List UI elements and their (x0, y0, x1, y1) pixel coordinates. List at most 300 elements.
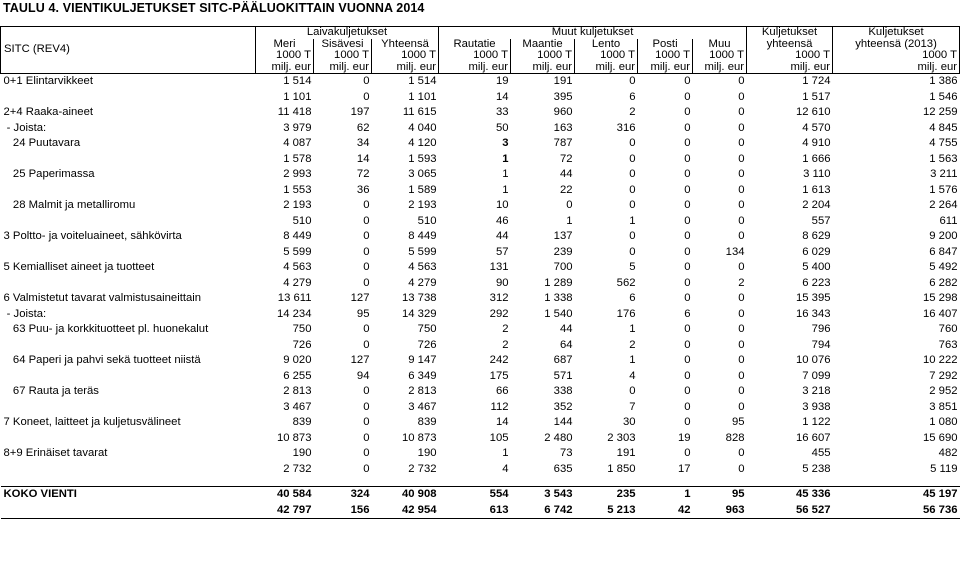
unit-eur: milj. eur (747, 62, 833, 74)
table-cell: 0 (684, 137, 691, 149)
table-cell: 0 (684, 152, 691, 165)
table-cell: 0 (684, 214, 691, 227)
row-label (1, 338, 256, 354)
table-cell: 5 599 (283, 245, 312, 258)
table-cell: 0 (738, 214, 745, 227)
table-cell: 6 (684, 307, 691, 320)
spacer-cell (693, 477, 747, 487)
table-cell: 700 (553, 261, 573, 273)
table-cell: 137 (553, 230, 573, 242)
total-cell: 42 (638, 503, 693, 519)
total-cell: 95 (731, 488, 745, 500)
table-cell: 7 (629, 400, 636, 413)
table-cell: 13 738 (401, 292, 437, 304)
table-cell: 144 (553, 416, 573, 428)
table-cell: 2 993 (283, 168, 312, 180)
table-cell: 1 576 (929, 183, 958, 196)
table-cell: 0 (629, 230, 636, 242)
table-cell: 2 (629, 338, 636, 351)
table-row (1, 245, 960, 261)
table-cell: 1 613 (802, 183, 831, 196)
table-cell: 239 (553, 245, 573, 258)
table-cell: 12 610 (795, 106, 831, 118)
table-cell: 0 (684, 106, 691, 118)
column-header: yhteensä (2013) (833, 39, 960, 51)
table-cell: 0 (684, 199, 691, 211)
table-cell: 190 (292, 447, 312, 459)
table-cell: 94 (356, 369, 370, 382)
table-cell: 562 (616, 276, 636, 289)
total-cell: 56 527 (747, 503, 833, 519)
total-cell: 3 543 (544, 488, 573, 500)
group-laiva: Laivakuljetukset (256, 27, 439, 39)
table-cell: 64 (559, 338, 573, 351)
table-row (1, 431, 960, 447)
total-cell: 235 (616, 488, 636, 500)
group-muut: Muut kuljetukset (439, 27, 747, 39)
table-cell: 6 847 (929, 245, 958, 258)
table-cell: 0 (684, 261, 691, 273)
table-cell: 1 101 (408, 90, 437, 103)
table-cell: 242 (489, 354, 509, 366)
table-row (1, 462, 960, 478)
table-cell: 2 732 (408, 462, 437, 475)
row-label (1, 400, 256, 416)
table-cell: 34 (356, 137, 370, 149)
table-cell: 191 (616, 447, 636, 459)
total-cell: 156 (314, 503, 372, 519)
row-label: 6 Valmistetut tavarat valmistusaineittain (3, 292, 202, 304)
table-row (1, 353, 960, 369)
table-cell: 175 (489, 369, 509, 382)
table-cell: 131 (489, 261, 509, 273)
row-label: 25 Paperimassa (3, 168, 95, 180)
column-header: Posti (638, 39, 693, 51)
spacer-cell (439, 477, 511, 487)
table-cell: 726 (292, 338, 312, 351)
table-cell: 16 607 (795, 431, 831, 444)
total-label: KOKO VIENTI (3, 488, 77, 500)
table-cell: 0 (363, 214, 370, 227)
table-cell: 0 (363, 323, 370, 335)
table-cell: 3 851 (929, 400, 958, 413)
unit-eur: milj. eur (575, 62, 638, 74)
table-row (1, 307, 960, 323)
unit-eur: milj. eur (372, 62, 439, 74)
spacer-cell (511, 477, 575, 487)
row-label: 0+1 Elintarvikkeet (3, 75, 93, 87)
table-row (1, 400, 960, 416)
unit-tonnes: 1000 T (511, 50, 575, 62)
row-label: 67 Rauta ja teräs (3, 385, 99, 397)
table-cell: 95 (356, 307, 370, 320)
table-cell: 763 (938, 338, 958, 351)
unit-tonnes: 1000 T (575, 50, 638, 62)
table-cell: 726 (417, 338, 437, 351)
table-cell: 90 (495, 276, 509, 289)
row-label: 7 Koneet, laitteet ja kuljetusvälineet (3, 416, 181, 428)
table-cell: 14 234 (276, 307, 312, 320)
unit-eur: milj. eur (511, 62, 575, 74)
row-label: - Joista: (3, 307, 47, 320)
table-row (1, 105, 960, 121)
table-cell: 2 (738, 276, 745, 289)
row-label: 28 Malmit ja metalliromu (3, 199, 136, 211)
table-row (1, 198, 960, 214)
table-cell: 510 (292, 214, 312, 227)
table-cell: 15 690 (922, 431, 958, 444)
spacer-cell (372, 477, 439, 487)
table-row (1, 384, 960, 400)
table-cell: 17 (677, 462, 691, 475)
table-cell: 1 514 (283, 75, 312, 87)
total-cell: 40 908 (401, 488, 437, 500)
table-title: TAULU 4. VIENTIKULJETUKSET SITC-PÄÄLUOKITTAIN VUONNA 2014 (3, 1, 425, 15)
table-cell: 395 (553, 90, 573, 103)
unit-eur: milj. eur (833, 62, 960, 74)
total-cell: 56 736 (833, 503, 960, 519)
table-cell: 6 (629, 292, 636, 304)
table-cell: 312 (489, 292, 509, 304)
table-cell: 1 850 (607, 462, 636, 475)
table-row (1, 214, 960, 230)
table-cell: 8 449 (408, 230, 437, 242)
table-cell: 6 255 (283, 369, 312, 382)
unit-tonnes: 1000 T (372, 50, 439, 62)
total-cell: 5 213 (575, 503, 638, 519)
table-cell: 4 (629, 369, 636, 382)
row-label (1, 276, 256, 292)
table-cell: 112 (490, 400, 509, 413)
table-cell: 1 122 (802, 416, 831, 428)
table-cell: 0 (363, 431, 370, 444)
table-cell: 0 (738, 323, 745, 335)
row-label: 24 Puutavara (3, 137, 81, 149)
table-cell: 0 (629, 385, 636, 397)
table-cell: 11 615 (402, 106, 437, 118)
table-cell: 0 (738, 152, 745, 165)
table-cell: 0 (684, 338, 691, 351)
spacer-cell (314, 477, 372, 487)
table-cell: 13 611 (277, 292, 312, 304)
table-cell: 0 (738, 75, 745, 87)
table-cell: 787 (553, 137, 573, 149)
table-cell: 0 (363, 245, 370, 258)
table-cell: 6 223 (802, 276, 831, 289)
table-cell: 6 029 (802, 245, 831, 258)
table-cell: 22 (559, 183, 573, 196)
table-cell: 0 (684, 323, 691, 335)
table-cell: 0 (363, 416, 370, 428)
table-cell: 0 (684, 75, 691, 87)
table-cell: 1 386 (929, 75, 958, 87)
total-row (1, 503, 960, 519)
table-cell: 0 (738, 354, 745, 366)
table-cell: 352 (553, 400, 573, 413)
total-cell: 1 (684, 488, 691, 500)
table-cell: 2 (629, 106, 636, 118)
header-row-groups (1, 27, 960, 39)
row-label (1, 431, 256, 447)
total-cell: 6 742 (511, 503, 575, 519)
table-cell: 2 732 (283, 462, 312, 475)
table-cell: 0 (629, 245, 636, 258)
table-cell: 11 418 (277, 106, 312, 118)
table-cell: 10 (495, 199, 509, 211)
spacer-row (1, 477, 960, 487)
table-cell: 73 (559, 447, 573, 459)
spacer-cell (833, 477, 960, 487)
table-cell: 750 (417, 323, 437, 335)
table-cell: 0 (738, 292, 745, 304)
total-cell: 45 336 (795, 488, 831, 500)
table-cell: 44 (495, 230, 509, 242)
table-cell: 3 467 (283, 400, 312, 413)
table-row (1, 276, 960, 292)
table-cell: 0 (738, 230, 745, 242)
table-cell: 46 (495, 214, 509, 227)
table-cell: 0 (684, 183, 691, 196)
row-label: 3 Poltto- ja voiteluaineet, sähkövirta (3, 230, 182, 242)
table-cell: 0 (363, 447, 370, 459)
table-row (1, 90, 960, 106)
table-cell: 2 480 (544, 431, 573, 444)
table-cell: 4 (502, 462, 509, 475)
table-cell: 1 517 (802, 90, 831, 103)
row-label (1, 462, 256, 478)
table-cell: 4 910 (802, 137, 831, 149)
table-cell: 1 563 (929, 152, 958, 165)
table-cell: 176 (616, 307, 636, 320)
table-cell: 687 (553, 354, 573, 366)
table-cell: 10 222 (922, 354, 958, 366)
row-label: 2+4 Raaka-aineet (3, 106, 93, 118)
table-cell: 1 546 (929, 90, 958, 103)
table-cell: 0 (629, 183, 636, 196)
table-row (1, 338, 960, 354)
table-cell: 1 666 (802, 152, 831, 165)
table-cell: 2 193 (283, 199, 312, 211)
table-cell: 839 (417, 416, 437, 428)
table-cell: 2 303 (607, 431, 636, 444)
table-row (1, 260, 960, 276)
total-row (1, 487, 960, 503)
table-cell: 0 (738, 106, 745, 118)
spacer-cell (747, 477, 833, 487)
table-cell: 0 (684, 90, 691, 103)
table-cell: 0 (363, 338, 370, 351)
table-cell: 0 (629, 168, 636, 180)
row-label (1, 152, 256, 168)
table-cell: 1 (629, 214, 636, 227)
table-cell: 0 (738, 369, 745, 382)
table-cell: 3 211 (930, 168, 958, 180)
table-cell: 1 540 (544, 307, 573, 320)
table-cell: 4 040 (408, 121, 437, 134)
table-cell: 0 (738, 121, 745, 134)
table-cell: 0 (363, 385, 370, 397)
table-cell: 4 563 (408, 261, 437, 273)
table-cell: 1 (502, 183, 509, 196)
total-cell: 42 797 (256, 503, 314, 519)
table-cell: 750 (292, 323, 312, 335)
table-cell: 455 (811, 447, 831, 459)
table-cell: 50 (495, 121, 509, 134)
total-cell: 42 954 (372, 503, 439, 519)
table-cell: 0 (738, 385, 745, 397)
table-cell: 14 (495, 416, 509, 428)
table-cell: 127 (350, 354, 370, 366)
table-cell: 0 (363, 90, 370, 103)
table-cell: 2 813 (408, 385, 437, 397)
table-cell: 3 938 (802, 400, 831, 413)
table-cell: 0 (566, 199, 573, 211)
row-label: 64 Paperi ja pahvi sekä tuotteet niistä (3, 354, 201, 366)
unit-tonnes: 1000 T (833, 50, 960, 62)
sitc-header: SITC (REV4) (1, 27, 256, 74)
table-cell: 8 449 (283, 230, 312, 242)
table-cell: 33 (495, 106, 509, 118)
table-cell: 14 329 (401, 307, 437, 320)
table-cell: 0 (738, 199, 745, 211)
row-label (1, 214, 256, 230)
table-cell: 0 (363, 462, 370, 475)
table-row (1, 229, 960, 245)
table-cell: 510 (417, 214, 437, 227)
table-cell: 197 (350, 106, 370, 118)
total-cell: 613 (439, 503, 511, 519)
table-cell: 0 (738, 168, 745, 180)
spacer-cell (256, 477, 314, 487)
table-cell: 3 110 (803, 168, 831, 180)
table-cell: 5 492 (929, 261, 958, 273)
table-cell: 0 (684, 416, 691, 428)
table-cell: 960 (553, 106, 573, 118)
table-cell: 1 (502, 152, 509, 165)
table-cell: 9 200 (929, 230, 958, 242)
table-cell: 4 120 (408, 137, 437, 149)
table-cell: 5 (629, 261, 636, 273)
table-cell: 3 467 (408, 400, 437, 413)
export-table (0, 26, 960, 519)
table-cell: 19 (677, 431, 691, 444)
table-cell: 4 087 (283, 137, 312, 149)
table-cell: 4 563 (283, 261, 312, 273)
table-cell: 134 (725, 245, 745, 258)
table-cell: 0 (684, 276, 691, 289)
table-cell: 4 279 (283, 276, 312, 289)
table-cell: 19 (495, 75, 509, 87)
column-header: Yhteensä (372, 39, 439, 51)
table-cell: 1 553 (283, 183, 312, 196)
table-cell: 796 (811, 323, 831, 335)
table-cell: 0 (738, 447, 745, 459)
unit-eur: milj. eur (439, 62, 511, 74)
spacer-cell (575, 477, 638, 487)
table-cell: 4 570 (802, 121, 831, 134)
table-cell: 635 (553, 462, 573, 475)
table-row (1, 183, 960, 199)
table-row (1, 152, 960, 168)
table-cell: 1 593 (408, 152, 437, 165)
column-header: Meri (256, 39, 314, 51)
table-cell: 8 629 (802, 230, 831, 242)
table-cell: 15 395 (795, 292, 831, 304)
table-cell: 6 (629, 90, 636, 103)
table-cell: 828 (725, 431, 745, 444)
table-cell: 2 (502, 323, 509, 335)
table-cell: 72 (559, 152, 573, 165)
table-cell: 0 (363, 400, 370, 413)
table-cell: 44 (559, 323, 573, 335)
group-kuljetukset-2013: Kuljetukset (833, 27, 960, 39)
table-cell: 5 599 (408, 245, 437, 258)
table-cell: 0 (684, 447, 691, 459)
table-cell: 0 (738, 338, 745, 351)
total-label (1, 503, 256, 519)
unit-tonnes: 1000 T (693, 50, 747, 62)
table-cell: 16 343 (795, 307, 831, 320)
table-cell: 1 (629, 354, 636, 366)
table-cell: 0 (363, 276, 370, 289)
table-row (1, 121, 960, 137)
table-cell: 14 (495, 90, 509, 103)
table-cell: 1 101 (283, 90, 312, 103)
table-cell: 66 (495, 385, 509, 397)
table-row (1, 291, 960, 307)
table-cell: 14 (356, 152, 370, 165)
table-cell: 16 407 (922, 307, 958, 320)
total-cell: 40 584 (276, 488, 312, 500)
table-cell: 0 (684, 400, 691, 413)
table-cell: 6 282 (929, 276, 958, 289)
column-header: Sisävesi (314, 39, 372, 51)
table-cell: 3 (502, 137, 509, 149)
table-cell: 2 (502, 338, 509, 351)
column-header: Muu (693, 39, 747, 51)
table-cell: 0 (738, 307, 745, 320)
unit-tonnes: 1000 T (638, 50, 693, 62)
table-cell: 4 845 (929, 121, 958, 134)
table-cell: 0 (684, 385, 691, 397)
table-row (1, 415, 960, 431)
table-cell: 163 (553, 121, 573, 134)
table-cell: 4 279 (408, 276, 437, 289)
table-cell: 0 (684, 230, 691, 242)
table-cell: 2 193 (408, 199, 437, 211)
table-cell: 44 (559, 168, 573, 180)
table-cell: 105 (489, 431, 509, 444)
table-cell: 1 578 (283, 152, 312, 165)
table-cell: 0 (363, 199, 370, 211)
table-row (1, 369, 960, 385)
row-label (1, 90, 256, 106)
table-cell: 10 076 (795, 354, 831, 366)
row-label: 8+9 Erinäiset tavarat (3, 447, 108, 459)
table-cell: 36 (356, 183, 370, 196)
total-cell: 45 197 (922, 488, 958, 500)
table-cell: 72 (356, 168, 370, 180)
table-cell: 3 218 (802, 385, 831, 397)
table-row (1, 446, 960, 462)
table-cell: 10 873 (401, 431, 437, 444)
table-cell: 611 (939, 214, 958, 227)
table-cell: 2 952 (929, 385, 958, 397)
table-cell: 1 289 (544, 276, 573, 289)
unit-eur: milj. eur (638, 62, 693, 74)
table-cell: 0 (684, 245, 691, 258)
unit-eur: milj. eur (693, 62, 747, 74)
